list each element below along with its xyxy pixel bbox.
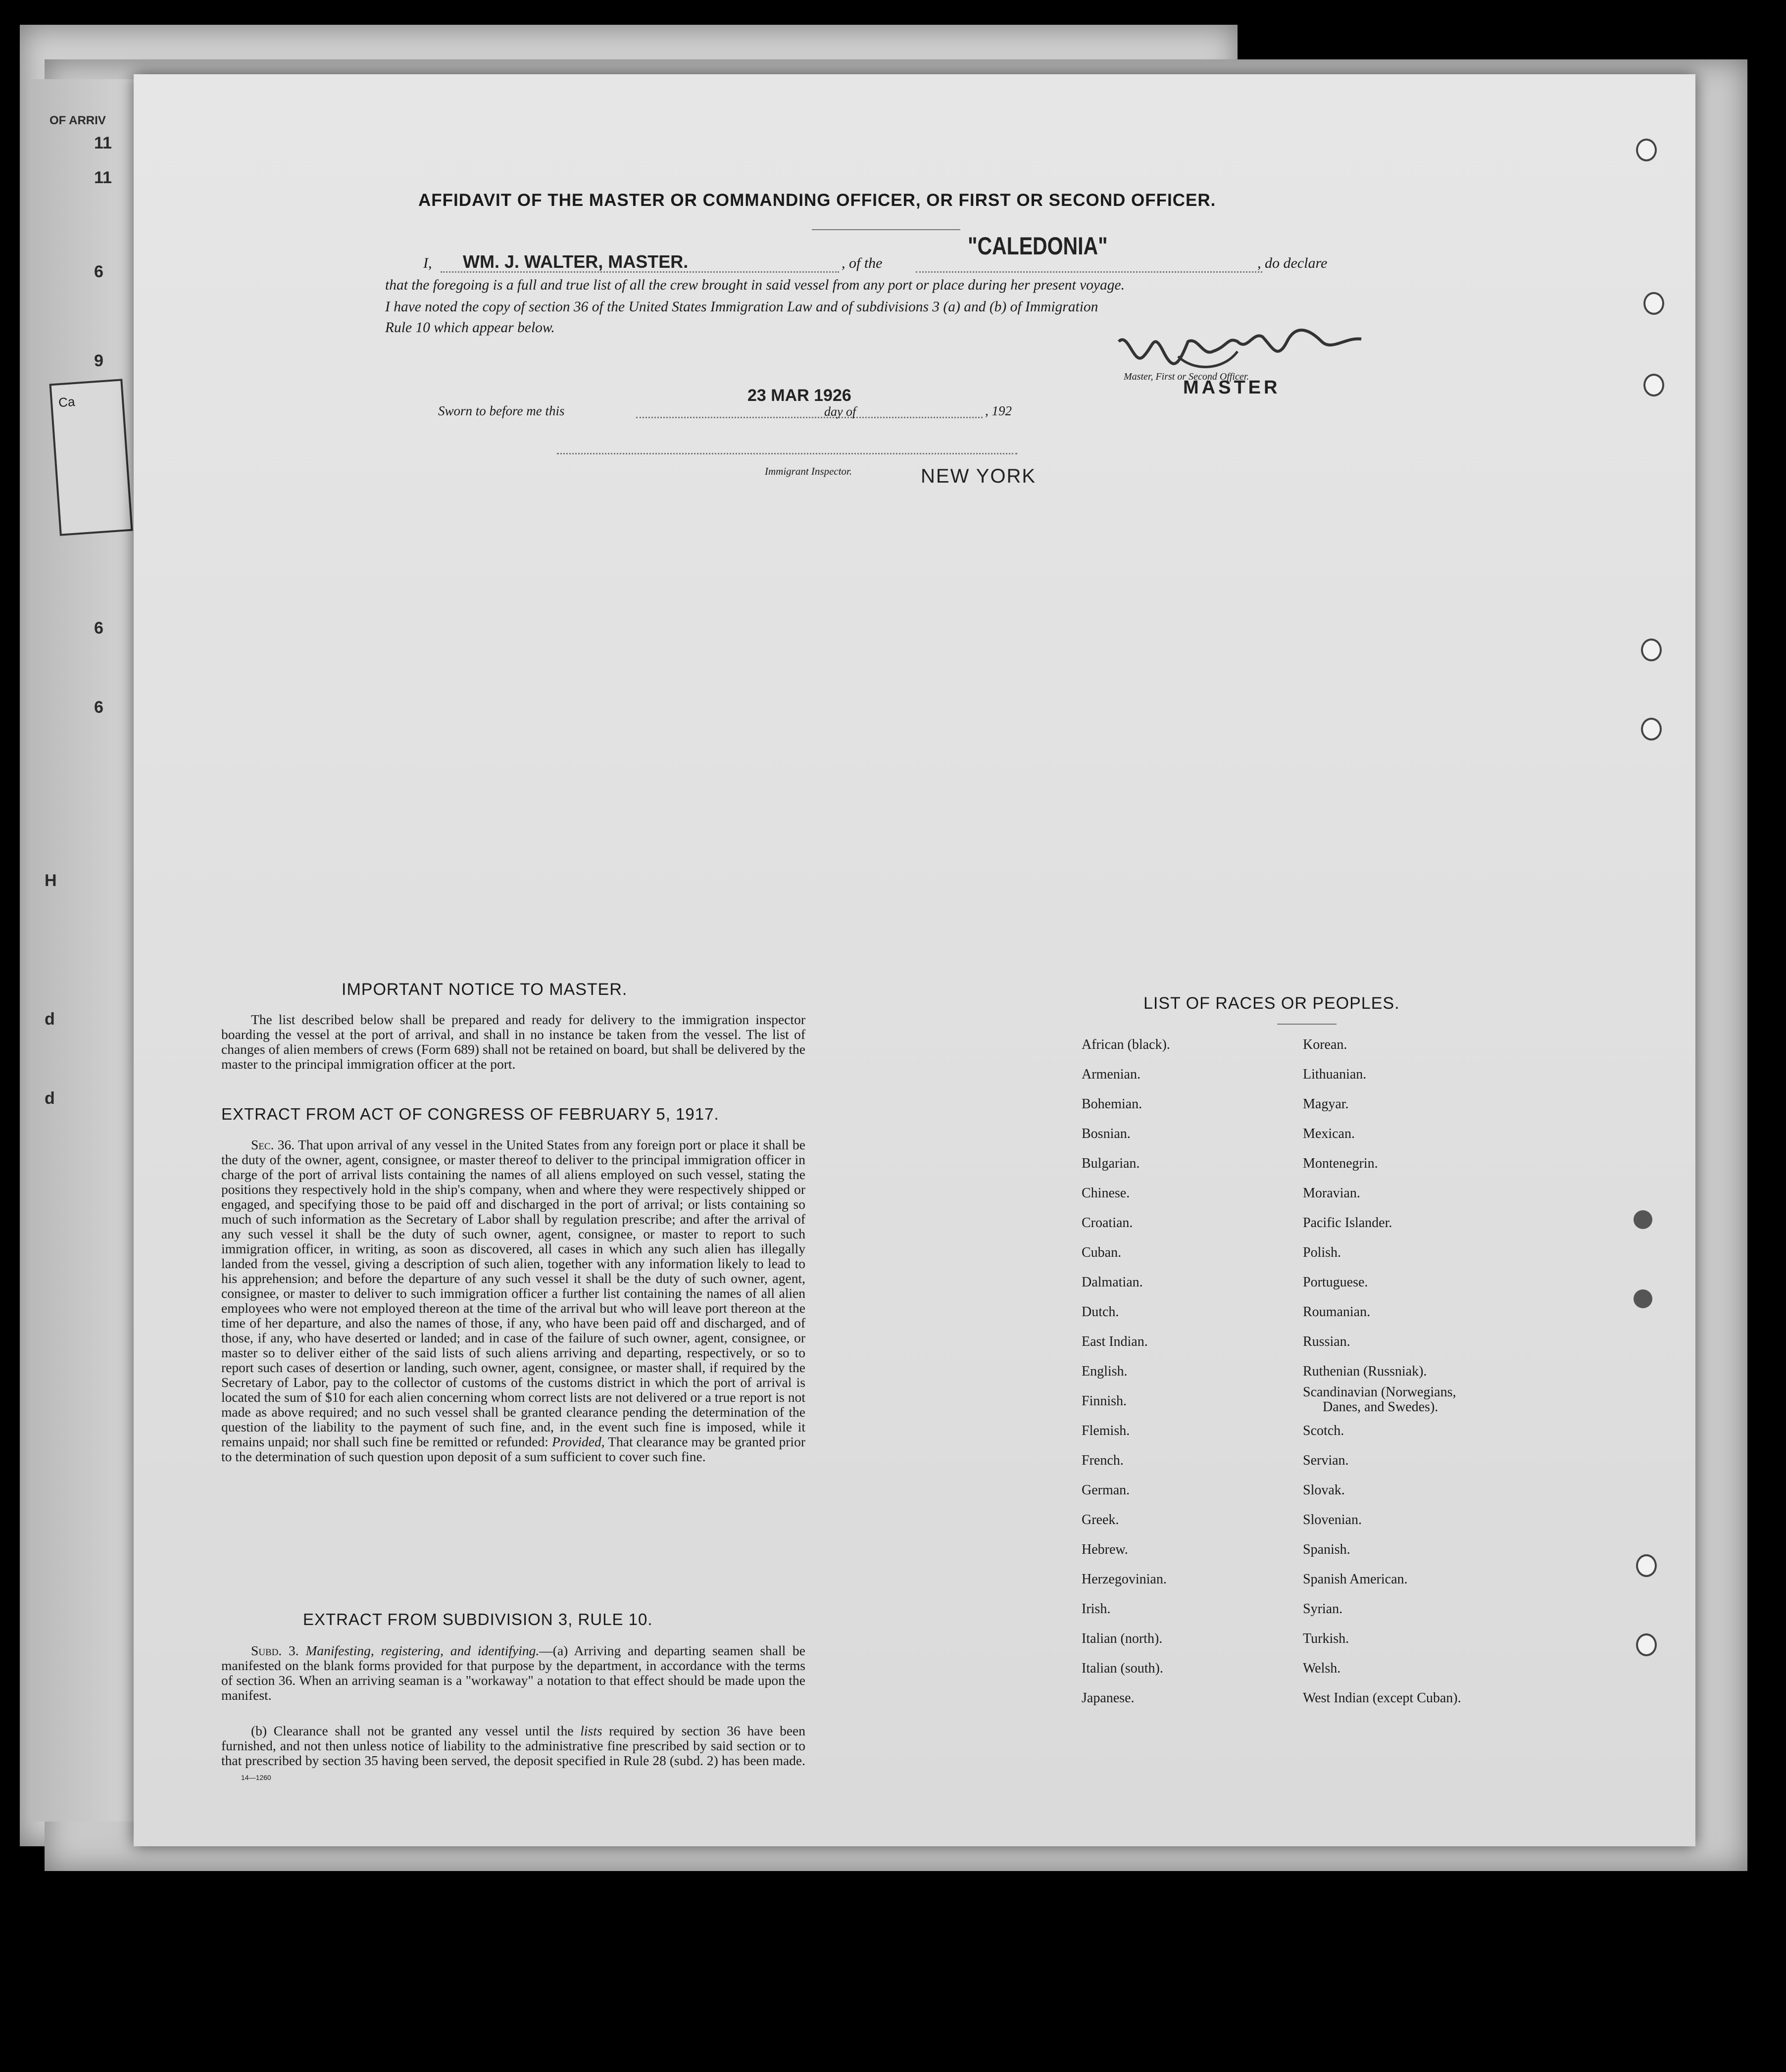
rule-text-a <box>221 1643 805 1703</box>
race-item: Bulgarian. <box>1082 1156 1140 1171</box>
race-item: Scotch. <box>1303 1423 1344 1438</box>
day-of-label: day of <box>824 404 856 419</box>
binder-hole <box>1636 1633 1657 1656</box>
signature-caption: Master, First or Second Officer. <box>1124 371 1249 382</box>
inspector-label: Immigrant Inspector. <box>765 465 852 477</box>
vessel-name-line <box>916 271 1262 273</box>
race-item: Italian (north). <box>1082 1631 1163 1646</box>
binder-hole <box>1643 374 1664 396</box>
race-item: Armenian. <box>1082 1067 1141 1082</box>
subd-title: Manifesting, registering, and identifying. <box>305 1643 540 1658</box>
rule-b-start: (b) Clearance shall not be granted any vessel until the <box>251 1723 574 1738</box>
race-item: Scandinavian (Norwegians, <box>1303 1384 1456 1400</box>
form-number: 14—1260 <box>241 1774 271 1781</box>
race-item: Russian. <box>1303 1334 1350 1349</box>
margin-note: 6 <box>94 698 103 717</box>
race-item: Greek. <box>1082 1512 1119 1528</box>
margin-note: d <box>45 1089 55 1108</box>
race-item: Finnish. <box>1082 1393 1127 1409</box>
race-item: Pacific Islander. <box>1303 1215 1392 1231</box>
inspector-line <box>557 453 1017 454</box>
provided-word: Provided, <box>551 1434 605 1449</box>
race-item: Irish. <box>1082 1601 1111 1617</box>
race-item: Montenegrin. <box>1303 1156 1378 1171</box>
rule-b-lists: lists <box>580 1723 602 1738</box>
races-rule <box>1277 1024 1337 1025</box>
affidavit-line-2: that the foregoing is a full and true list of all the crew brought in said vessel from any port or place during her present voyage. <box>385 277 1125 293</box>
title-rule <box>812 229 960 230</box>
race-item: Polish. <box>1303 1245 1341 1260</box>
affidavit-title: AFFIDAVIT OF THE MASTER OR COMMANDING OFFICER, OR FIRST OR SECOND OFFICER. <box>418 191 1216 210</box>
margin-stamp: Ca <box>49 379 133 536</box>
left-page-edge <box>30 79 139 1822</box>
signature-stamp: MASTER <box>1183 377 1281 398</box>
race-item: Lithuanian. <box>1303 1067 1367 1082</box>
race-item: Flemish. <box>1082 1423 1130 1438</box>
act-text <box>221 1137 805 1464</box>
race-item: Slovenian. <box>1303 1512 1362 1528</box>
race-item: African (black). <box>1082 1037 1170 1052</box>
races-heading: LIST OF RACES OR PEOPLES. <box>1143 994 1400 1013</box>
race-item: Hebrew. <box>1082 1542 1128 1557</box>
rule-heading: EXTRACT FROM SUBDIVISION 3, RULE 10. <box>303 1610 653 1628</box>
sworn-label: Sworn to before me this <box>438 403 565 418</box>
master-name-stamp: WM. J. WALTER, MASTER. <box>463 251 689 272</box>
punch-mark <box>1634 1289 1652 1308</box>
sworn-date-line <box>636 417 983 418</box>
act-heading: EXTRACT FROM ACT OF CONGRESS OF FEBRUARY 5, 1917. <box>221 1105 719 1123</box>
race-item: Bohemian. <box>1082 1096 1142 1112</box>
affidavit-line-4: Rule 10 which appear below. <box>385 320 555 336</box>
race-item: Spanish. <box>1303 1542 1350 1557</box>
race-item: English. <box>1082 1364 1128 1379</box>
race-item: Croatian. <box>1082 1215 1133 1231</box>
race-item: Dutch. <box>1082 1304 1119 1320</box>
inspector-stamp: NEW YORK <box>921 465 1037 487</box>
race-item: East Indian. <box>1082 1334 1148 1349</box>
race-item: Chinese. <box>1082 1185 1130 1201</box>
race-item: Spanish American. <box>1303 1572 1408 1587</box>
race-item: Bosnian. <box>1082 1126 1131 1141</box>
affidavit-line-3: I have noted the copy of section 36 of the United States Immigration Law and of subdivisions 3 (a) and (b) of Immigration <box>385 299 1098 315</box>
section-label: Sec. 36. <box>251 1137 295 1152</box>
race-item: Turkish. <box>1303 1631 1349 1646</box>
punch-mark <box>1634 1210 1652 1229</box>
act-body-end: That clearance may be granted prior to the determination of such question upon deposit of a sum sufficient to cover such fine. <box>221 1434 805 1464</box>
year-label: , 192 <box>985 403 1012 418</box>
race-item: Roumanian. <box>1303 1304 1371 1320</box>
notice-text: The list described below shall be prepared and ready for delivery to the immigration inspector boarding the vessel at the port of arrival, and shall in no instance be taken from the vessel. The list of changes of alien members of crews (Form 689) shall not be retained on board, but shall be delivered by the master to the principal immigration officer at the port. <box>221 1012 805 1072</box>
binder-hole <box>1643 292 1664 315</box>
binder-hole <box>1641 639 1662 661</box>
sworn-date-stamp: 23 MAR 1926 <box>747 386 851 405</box>
rule-b-end: required by section 36 have been furnished, and not then unless notice of liability to the administrative fine prescribed by said section or to that prescribed by section 35 having been served, the deposit specified in Rule 28 (subd. 2) has been made. <box>221 1723 805 1768</box>
margin-note: H <box>45 871 57 890</box>
master-signature <box>1114 322 1371 376</box>
margin-note: 6 <box>94 619 103 638</box>
race-item: Slovak. <box>1303 1482 1345 1498</box>
margin-note: 11 <box>94 134 112 152</box>
race-item: Dalmatian. <box>1082 1275 1143 1290</box>
act-body: That upon arrival of any vessel in the United States from any foreign port or place it shall be the duty of the owner, agent, consignee, or master thereof to deliver to the principal immigration officer in charge of the port of arrival lists containing the names of all aliens employed on such vessel, stating the positions they respectively hold in the ship's company, when and where they were respectively shipped or engaged, and specifying those to be paid off and discharged in the port of arrival; or lists containing so much of such information as the Secretary of Labor shall by regulation prescribe; and after the arrival of any such vessel it shall be the duty of such owner, agent, consignee, or master to report to such immigration officer, in writing, as soon as discovered, all cases in which any such alien has illegally landed from the vessel, giving a description of such alien, together with any information likely to lead to his apprehension; and before the departure of any such vessel it shall be the duty of such owner, agent, consignee, or master to deliver to such immigration officer a further list containing the names of all alien employees who were not employed thereon at the time of the arrival but who will leave port thereon at the time of her departure, and also the names of those, if any, who have been paid off and discharged, and of those, if any, who have deserted or landed; and in case of the failure of such owner, agent, consignee, or master so to deliver either of the said lists of such aliens arriving and departing, respectively, or so to report such cases of desertion or landing, such owner, agent, consignee, or master shall, if required by the Secretary of Labor, pay to the collector of customs of the customs district in which the port of arrival is located the sum of $10 for each alien concerning whom correct lists are not delivered or a true report is not made as above required; and no such vessel shall be granted clearance pending the determination of the question of the liability to the payment of such fine, and, in the event such fine is imposed, while it remains unpaid; nor shall such fine be remitted or refunded: <box>221 1137 805 1449</box>
race-item: French. <box>1082 1453 1124 1468</box>
race-item: Moravian. <box>1303 1185 1360 1201</box>
notice-heading: IMPORTANT NOTICE TO MASTER. <box>342 980 628 999</box>
race-item: Danes, and Swedes). <box>1323 1399 1439 1415</box>
i-label: I, <box>423 255 432 271</box>
binder-hole <box>1641 718 1662 740</box>
race-item: Ruthenian (Russniak). <box>1303 1364 1427 1379</box>
affidavit-page <box>134 74 1695 1846</box>
race-item: Cuban. <box>1082 1245 1122 1260</box>
race-item: West Indian (except Cuban). <box>1303 1690 1461 1706</box>
margin-note: 6 <box>94 262 103 281</box>
race-item: German. <box>1082 1482 1130 1498</box>
race-item: Magyar. <box>1303 1096 1349 1112</box>
race-item: Herzegovinian. <box>1082 1572 1167 1587</box>
race-item: Japanese. <box>1082 1690 1135 1706</box>
margin-note: OF ARRIV <box>50 114 106 127</box>
rule-text-b <box>221 1724 805 1785</box>
rule-a-body: —(a) Arriving and departing seamen shall be manifested on the blank forms provided for that purpose by the department, in accordance with the terms of section 36. When an arriving seaman is a "workaway" a notation to that effect should be made upon the manifest. <box>221 1643 805 1703</box>
margin-note: d <box>45 1010 55 1029</box>
race-item: Syrian. <box>1303 1601 1343 1617</box>
race-item: Mexican. <box>1303 1126 1355 1141</box>
subd-label: Subd. 3. <box>251 1643 299 1658</box>
race-item: Welsh. <box>1303 1661 1341 1676</box>
race-item: Italian (south). <box>1082 1661 1163 1676</box>
do-declare-label: , do declare <box>1257 255 1328 271</box>
race-item: Korean. <box>1303 1037 1347 1052</box>
binder-hole <box>1636 139 1657 161</box>
vessel-name-stamp: "CALEDONIA" <box>968 232 1108 260</box>
margin-note: 9 <box>94 351 103 370</box>
race-item: Portuguese. <box>1303 1275 1368 1290</box>
binder-hole <box>1636 1554 1657 1577</box>
of-the-label: , of the <box>842 255 883 271</box>
race-item: Servian. <box>1303 1453 1349 1468</box>
margin-note: 11 <box>94 168 112 187</box>
